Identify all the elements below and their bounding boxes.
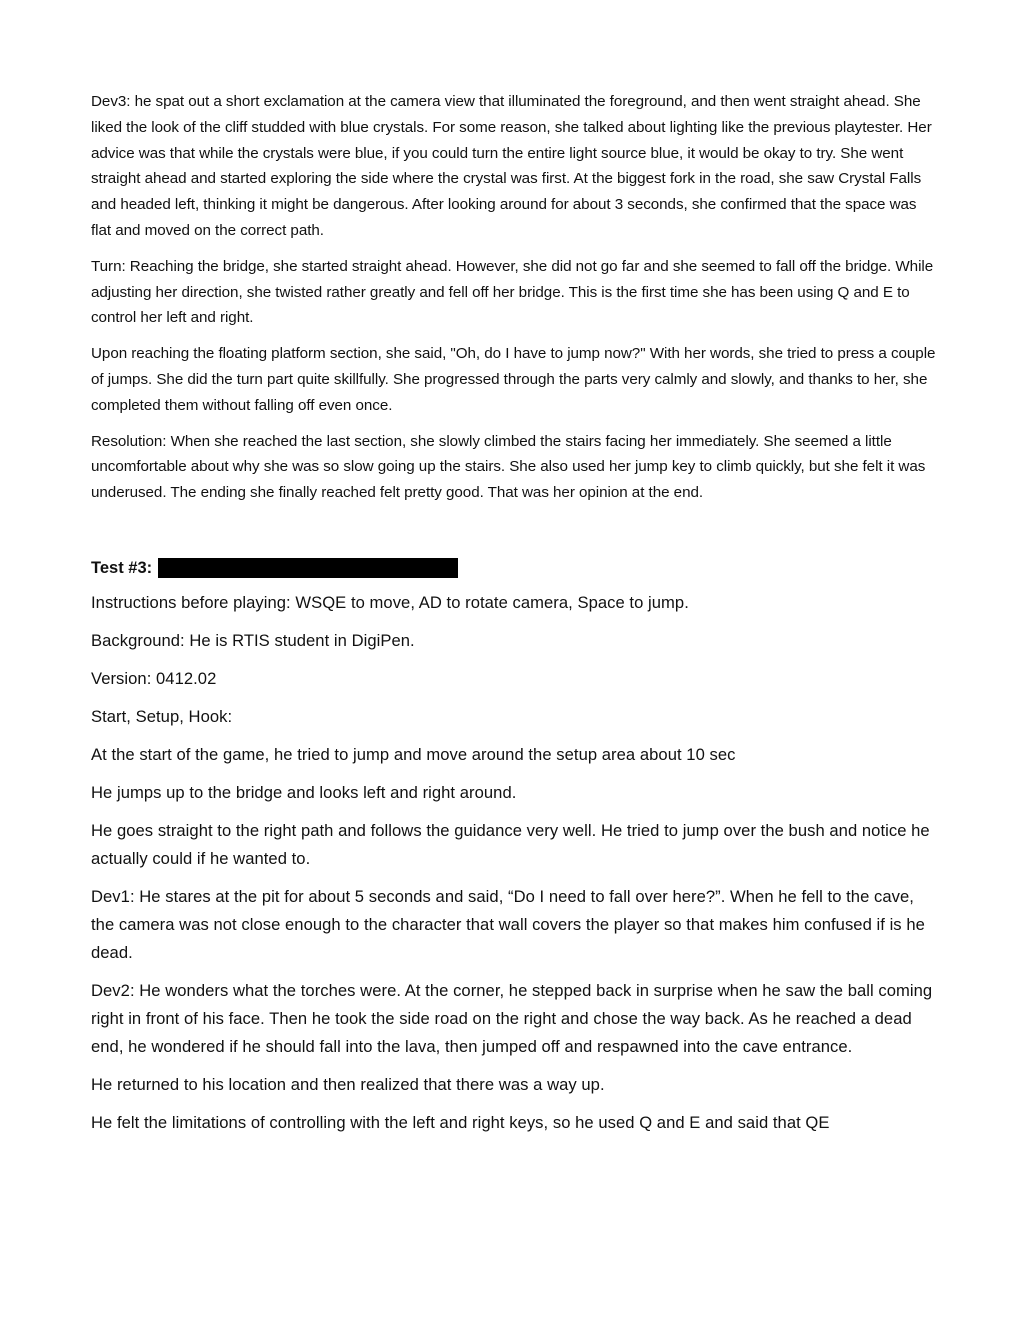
paragraph-resolution: Resolution: When she reached the last section, she slowly climbed the stairs facing her immediately. She seemed a little uncomfortable about why she was so slow going up the stairs. She also used her jump key to climb quickly, but she felt it was underused. The ending she finally reached felt pretty good. That was her opinion at the end. (91, 432, 926, 502)
paragraph-right-path: He goes straight to the right path and follows the guidance very well. He tried to jump over the bush and notice he actually could if he wanted to. (91, 820, 930, 868)
paragraph-background: Background: He is RTIS student in DigiPen. (91, 630, 415, 650)
document-body (91, 89, 936, 1147)
paragraph-instructions: Instructions before playing: WSQE to move, AD to rotate camera, Space to jump. (91, 592, 689, 612)
paragraph-turn: Turn: Reaching the bridge, she started straight ahead. However, she did not go far and she seemed to fall off the bridge. While adjusting her direction, she twisted rather greatly and fell off her bridge. This is the first time she has been using Q and E to control her left and right. (91, 257, 934, 327)
paragraph-start-setup-hook: Start, Setup, Hook: (91, 706, 233, 726)
paragraph-dev1: Dev1: He stares at the pit for about 5 seconds and said, “Do I need to fall over here?”. When he fell to the cave, the camera was not close enough to the character that wall covers the player so that makes him confused if is he dead. (91, 886, 925, 962)
paragraph-dev2: Dev2: He wonders what the torches were. At the corner, he stepped back in surprise when he saw the ball coming right in front of his face. Then he took the side road on the right and chose the way back. As he reached a dead end, he wondered if he should fall into the lava, then jumped off and respawned into the cave entrance. (91, 980, 933, 1056)
paragraph-returned: He returned to his location and then realized that there was a way up. (91, 1074, 605, 1094)
test-heading (91, 554, 936, 582)
paragraph-bridge: He jumps up to the bridge and looks left and right around. (91, 782, 517, 802)
redacted-name-bar (158, 558, 458, 578)
section-spacer (91, 516, 936, 554)
paragraph-start-of-game: At the start of the game, he tried to jump and move around the setup area about 10 sec (91, 744, 736, 764)
paragraph-version: Version: 0412.02 (91, 668, 217, 688)
paragraph-limitations: He felt the limitations of controlling with the left and right keys, so he used Q and E and said that QE (91, 1112, 830, 1132)
paragraph-floating-platform: Upon reaching the floating platform section, she said, "Oh, do I have to jump now?" With her words, she tried to press a couple of jumps. She did the turn part quite skillfully. She progressed through the parts very calmly and slowly, and thanks to her, she completed them without falling off even once. (91, 345, 936, 414)
test-heading-label: Test #3: (91, 558, 153, 577)
paragraph-dev3: Dev3: he spat out a short exclamation at the camera view that illuminated the foreground, and then went straight ahead. She liked the look of the cliff studded with blue crystals. For some reason, she talked about lighting like the previous playtester. Her advice was that while the crystals were blue, if you could turn the entire light source blue, it would be okay to try. She went straight ahead and started exploring the side where the crystal was first. At the biggest fork in the road, she saw Crystal Falls and headed left, thinking it might be dangerous. After looking around for about 3 seconds, she confirmed that the space was flat and moved on the correct path. (91, 93, 932, 239)
